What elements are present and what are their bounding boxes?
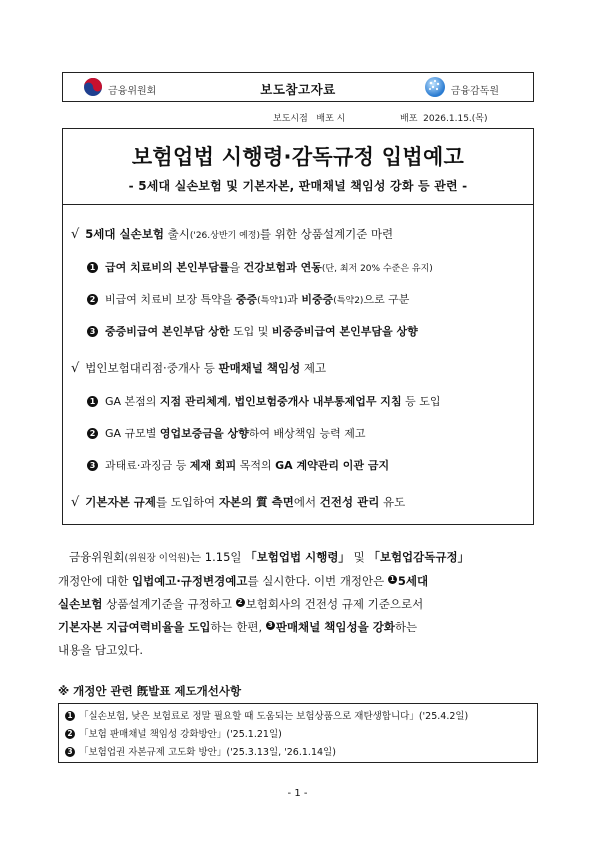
text: 목적의: [236, 459, 276, 472]
number-badge: 2: [65, 729, 75, 739]
body-line: [58, 546, 540, 570]
text: 를 실시한다. 이번 개정안은: [247, 574, 388, 588]
bold-text: 판매채널 책임성을 강화: [275, 620, 395, 634]
bold-text: 5세대: [397, 574, 429, 588]
number-badge: 2: [87, 428, 98, 439]
release-date-value: 2026.1.15.(목): [423, 114, 488, 124]
text: 으로 구분: [363, 293, 410, 306]
number-badge: 3: [87, 326, 98, 337]
note-box: [58, 703, 538, 763]
text: 상품설계기준을 규정하고: [102, 597, 236, 611]
release-time-label: 보도시점: [273, 114, 308, 124]
text: 에서: [293, 495, 320, 509]
text: 는 1.15일: [190, 550, 246, 564]
text: 제고: [300, 361, 327, 375]
text: 도입 및: [229, 325, 272, 338]
text: GA 본점의: [105, 395, 160, 408]
text: 법인보험대리점·중개사 등: [85, 361, 219, 375]
bold-text: 「보험업감독규정」: [368, 550, 470, 564]
text: 를 도입하여: [155, 495, 219, 509]
bold-text: 기본자본 규제: [85, 495, 156, 509]
fsc-name: 금융위원회: [108, 85, 157, 97]
divider: [63, 204, 533, 205]
text: 하여 배상책임 능력 제고: [248, 427, 366, 440]
bullet-channel: [71, 360, 326, 376]
bold-text: 입법예고·규정변경예고: [131, 574, 248, 588]
sub-item: [87, 425, 366, 441]
small-text: (위원장 이억원): [124, 553, 191, 564]
bold-text: 「보험업법 시행령」: [245, 550, 350, 564]
bold-text: 영업보증금을 상향: [159, 427, 249, 440]
sub-item: [87, 323, 418, 339]
body-line: [58, 593, 540, 616]
small-text: ('26.상반기 예정): [189, 231, 260, 241]
bold-text: GA 계약관리 이관 금지: [275, 459, 390, 472]
fss-name: 금융감독원: [450, 85, 499, 97]
header-box: [62, 72, 534, 102]
note-item: [65, 726, 282, 740]
release-time: [273, 111, 345, 124]
text: GA 규모별: [105, 427, 160, 440]
bold-text: 판매채널 책임성: [218, 361, 301, 375]
bullet-silson: [71, 226, 393, 242]
bold-text: 건전성 관리: [319, 495, 380, 509]
sub-item: [87, 291, 409, 307]
doc-kind: 보도참고자료: [260, 82, 336, 97]
check-icon: √: [71, 227, 80, 242]
bold-text: 급여 치료비의 본인부담률: [105, 261, 230, 274]
body-paragraph: [58, 546, 540, 662]
number-badge: 3: [266, 621, 275, 630]
bold-text: 5세대 실손보험: [85, 227, 164, 241]
small-text: (단, 최저 20% 수준은 유지): [321, 264, 433, 274]
number-badge: 2: [236, 598, 245, 607]
release-date-label: 배포: [400, 114, 418, 124]
body-line: [58, 570, 540, 593]
sub-item: [87, 457, 389, 473]
text: 하는 한편,: [210, 620, 266, 634]
note-title: ※ 개정안 관련 旣발표 제도개선사항: [58, 684, 242, 698]
sub-item: [87, 259, 433, 275]
bullet-capital: [71, 494, 405, 510]
number-badge: 1: [65, 711, 75, 721]
note-item: [65, 708, 468, 722]
bold-text: 비중증비급여 본인부담을 상향: [271, 325, 418, 338]
check-icon: √: [71, 495, 80, 510]
text: 등 도입: [401, 395, 441, 408]
bold-text: 지점 관리체계: [159, 395, 228, 408]
text: 비급여 치료비 보장 특약을: [105, 293, 236, 306]
number-badge: 1: [87, 396, 98, 407]
number-badge: 3: [65, 747, 75, 757]
text: 를 위한 상품설계기준 마련: [260, 227, 394, 241]
note-text: 「보험 판매채널 책임성 강화방안」('25.1.21일): [79, 729, 282, 740]
text: 유도: [379, 495, 406, 509]
subtitle: - 5세대 실손보험 및 기본자본, 판매채널 책임성 강화 등 관련 -: [128, 179, 468, 193]
body-line: [58, 616, 540, 639]
number-badge: 2: [87, 294, 98, 305]
text: 과: [287, 293, 302, 306]
bold-text: 법인보험중개사 내부통제업무 지침: [234, 395, 402, 408]
bold-text: 비중증: [301, 293, 334, 306]
main-title: 보험업법 시행령·감독규정 입법예고: [131, 145, 465, 169]
sub-item: [87, 393, 440, 409]
text: 금융위원회: [68, 550, 125, 564]
number-badge: 1: [388, 575, 397, 584]
text: 보험회사의 건전성 규제 기준으로서: [245, 597, 424, 611]
small-text: (특약1): [257, 296, 288, 306]
number-badge: 1: [87, 262, 98, 273]
page-number: - 1 -: [287, 788, 308, 799]
note-text: 「실손보험, 낮은 보험료로 정말 필요할 때 도움되는 보험상품으로 재탄생합니다」('25.4.2일): [79, 711, 469, 722]
number-badge: 3: [87, 460, 98, 471]
fss-logo: [423, 75, 499, 103]
release-date: [400, 111, 488, 124]
text: 하는: [394, 620, 418, 634]
note-text: 「보험업권 자본규제 고도화 방안」('25.3.13일, '26.1.14일): [79, 747, 336, 758]
text: 개정안에 대한: [58, 574, 132, 588]
body-line: 내용을 담고있다.: [58, 643, 144, 657]
bold-text: 실손보험: [58, 597, 103, 611]
note-item: [65, 744, 336, 758]
text: 출시: [163, 227, 190, 241]
fss-globe-logo-icon: [423, 75, 447, 103]
release-time-value: 배포 시: [316, 114, 346, 124]
check-icon: √: [71, 361, 80, 376]
bold-text: 제재 회피: [189, 459, 237, 472]
bold-text: 자본의 質 측면: [218, 495, 294, 509]
small-text: (특약2): [333, 296, 364, 306]
bold-text: 기본자본 지급여력비율을 도입: [58, 620, 211, 634]
summary-box: [62, 128, 534, 525]
text: 과태료·과징금 등: [105, 459, 190, 472]
bold-text: 중증: [235, 293, 258, 306]
bold-text: 중증비급여 본인부담 상한: [105, 325, 230, 338]
text: ,: [227, 395, 235, 408]
bold-text: 건강보험과 연동: [243, 261, 322, 274]
text: 을: [229, 261, 244, 274]
text: 및: [349, 550, 369, 564]
